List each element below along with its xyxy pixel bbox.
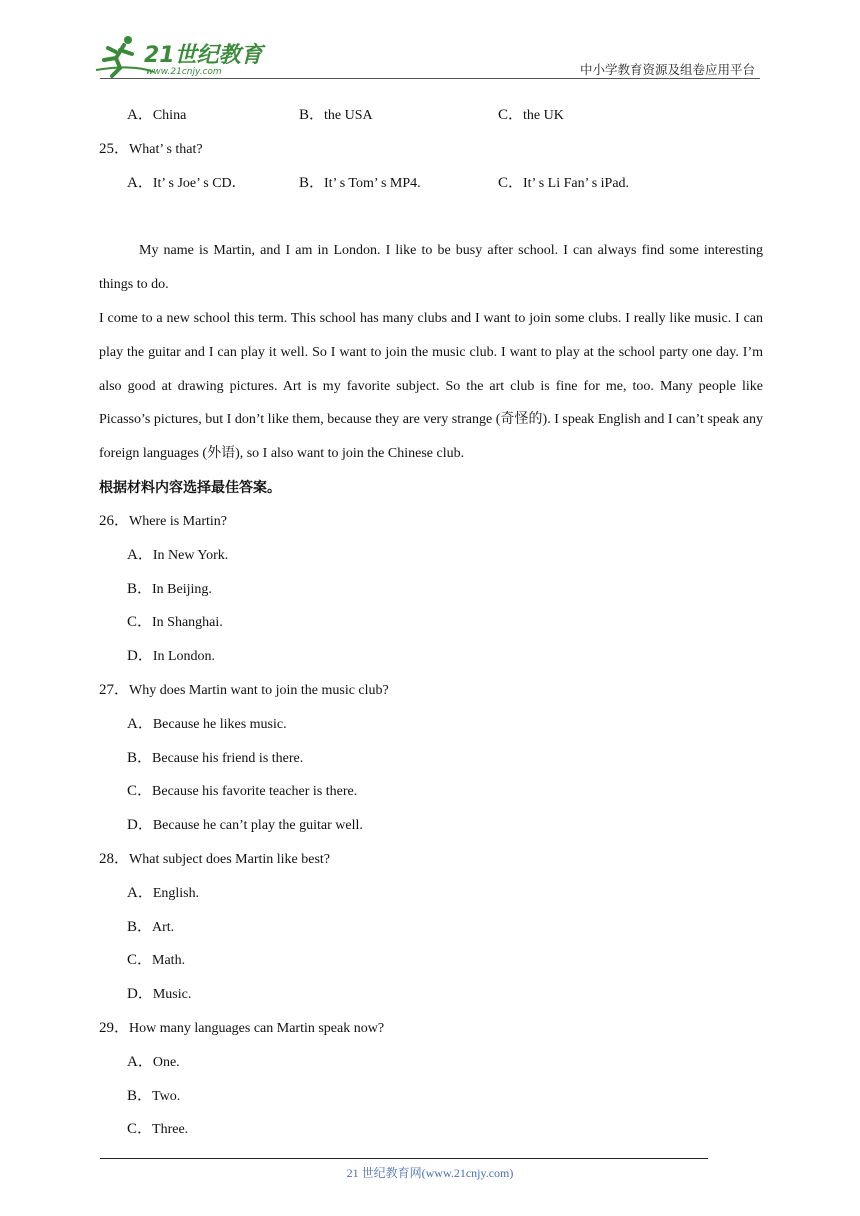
- question-29-stem: 29．How many languages can Martin speak now?: [99, 1020, 385, 1036]
- runner-logo-icon: [94, 34, 274, 78]
- q25-stem: 25．What’ s that?: [99, 141, 203, 157]
- q25-option-b: B．It’ s Tom’ s MP4.: [299, 175, 421, 191]
- question-26-option-c: C．In Shanghai.: [127, 614, 223, 631]
- question-28-stem: 28．What subject does Martin like best?: [99, 851, 331, 867]
- q24-option-b: B．the USA: [299, 107, 373, 123]
- passage-paragraph-2: I come to a new school this term. This school has many clubs and I want to join some clubs. I really like music. I can play the guitar and I can play it well. So I want to join the music club. I want to play at the school party one day. I’m also good at drawing pictures. Art is my favorite subject. So the art club is fine for me, too. Many people like Picasso’s pictures, but I don’t like them, because they are very strange (奇怪的). I speak English and I can’t speak any foreign languages (外语), so I also want to join the Chinese club.: [99, 311, 763, 462]
- question-29-option-c: C．Three.: [127, 1121, 189, 1138]
- logo-text: 21世纪教育: [144, 43, 263, 68]
- question-28-option-d: D．Music.: [127, 986, 192, 1003]
- logo-url: www.21cnjy.com: [146, 67, 222, 77]
- question-26-stem: 26．Where is Martin?: [99, 513, 227, 529]
- question-27-option-a: A．Because he likes music.: [127, 715, 287, 732]
- question-29-option-b: B．Two.: [127, 1087, 181, 1104]
- question-26-option-d: D．In London.: [127, 648, 216, 665]
- question-27-stem: 27．Why does Martin want to join the music club?: [99, 682, 389, 698]
- question-27-option-c: C．Because his favorite teacher is there.: [127, 783, 358, 800]
- header-divider: [100, 78, 760, 79]
- question-27-option-d: D．Because he can’t play the guitar well.: [127, 817, 363, 834]
- question-26-option-a: A．In New York.: [127, 546, 229, 563]
- header-platform-text: 中小学教育资源及组卷应用平台: [579, 63, 755, 77]
- question-27-option-b: B．Because his friend is there.: [127, 749, 304, 766]
- footer-divider: [100, 1158, 708, 1159]
- q25-option-c: C．It’ s Li Fan’ s iPad.: [498, 175, 630, 191]
- question-26-option-b: B．In Beijing.: [127, 580, 212, 597]
- footer-text: 21 世纪教育网(www.21cnjy.com): [346, 1166, 514, 1180]
- instruction-text: 根据材料内容选择最佳答案。: [99, 480, 281, 496]
- q25-option-a: A．It’ s Joe’ s CD．: [127, 175, 246, 191]
- passage-paragraph-1: My name is Martin, and I am in London. I like to be busy after school. I can always find some interesting things to do.: [99, 243, 763, 292]
- page-header: [0, 0, 860, 80]
- question-28-option-b: B．Art.: [127, 918, 175, 935]
- site-logo: [94, 34, 274, 78]
- q24-option-a: A．China: [127, 107, 187, 123]
- q24-option-c: C．the UK: [498, 107, 564, 123]
- question-29-option-a: A．One.: [127, 1053, 180, 1070]
- question-28-option-c: C．Math.: [127, 952, 186, 969]
- question-28-option-a: A．English.: [127, 884, 200, 901]
